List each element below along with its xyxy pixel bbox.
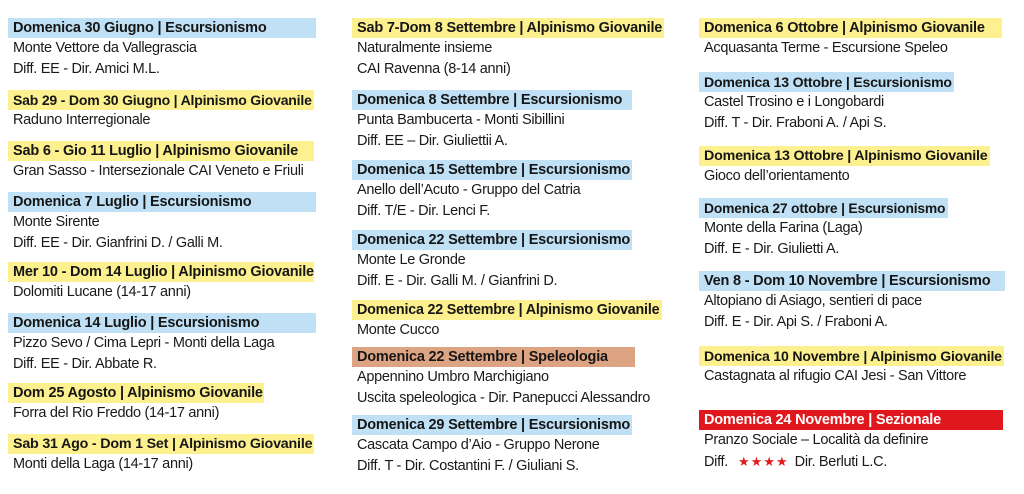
event-header: Domenica 6 Ottobre | Alpinismo Giovanile (699, 18, 1002, 38)
event-header: Ven 8 - Dom 10 Novembre | Escursionismo (699, 271, 1005, 291)
event-difficulty: Diff. T/E - Dir. Lenci F. (357, 203, 490, 219)
event-description: Castagnata al rifugio CAI Jesi - San Vittore (704, 368, 967, 384)
event-header: Domenica 14 Luglio | Escursionismo (8, 313, 316, 333)
event-description: Cascata Campo d’Aio - Gruppo Nerone (357, 437, 600, 453)
event-description: Raduno Interregionale (13, 112, 151, 128)
director-label: Dir. Berluti L.C. (794, 454, 888, 470)
event-description: Appennino Umbro Marchigiano (357, 369, 549, 385)
event-header: Domenica 30 Giugno | Escursionismo (8, 18, 316, 38)
event-difficulty: Diff. EE - Dir. Abbate R. (13, 356, 157, 372)
event-description: Pranzo Sociale – Località da definire (704, 432, 929, 448)
event-alpinismo-giovanile (699, 18, 1019, 59)
event-header: Sab 29 - Dom 30 Giugno | Alpinismo Giovanile (8, 90, 314, 110)
event-header: Domenica 15 Settembre | Escursionismo (352, 160, 632, 180)
event-alpinismo-giovanile (699, 346, 1019, 387)
difficulty-label: Diff. (704, 454, 729, 470)
event-escursionismo (8, 18, 334, 80)
event-difficulty: Diff. E - Dir. Giulietti A. (704, 241, 840, 257)
event-difficulty: Diff. E - Dir. Api S. / Fraboni A. (704, 314, 888, 330)
event-header: Sab 6 - Gio 11 Luglio | Alpinismo Giovanile (8, 141, 314, 161)
event-alpinismo-giovanile (8, 90, 334, 131)
event-escursionismo (8, 313, 334, 375)
event-header: Domenica 7 Luglio | Escursionismo (8, 192, 316, 212)
event-alpinismo-giovanile (8, 262, 334, 303)
event-difficulty: Diff. EE – Dir. Giuliettii A. (357, 133, 508, 149)
event-description: Monti della Laga (14-17 anni) (13, 456, 193, 472)
event-description: Altopiano di Asiago, sentieri di pace (704, 293, 922, 309)
event-sezionale (699, 410, 1019, 473)
event-difficulty: Diff. T - Dir. Fraboni A. / Api S. (704, 115, 887, 131)
event-header: Domenica 22 Settembre | Alpinismo Giovanile (352, 300, 662, 320)
event-description: Gran Sasso - Intersezionale CAI Veneto e Friuli (13, 163, 304, 179)
event-speleologia (352, 347, 682, 409)
event-description: Monte Sirente (13, 214, 100, 230)
event-escursionismo (699, 198, 1019, 260)
event-difficulty: Diff. EE - Dir. Gianfrini D. / Galli M. (13, 235, 223, 251)
event-difficulty (699, 451, 1019, 473)
event-escursionismo (699, 72, 1019, 134)
event-alpinismo-giovanile (699, 146, 1019, 187)
event-header: Domenica 13 Ottobre | Alpinismo Giovanile (699, 146, 990, 166)
event-header: Domenica 29 Settembre | Escursionismo (352, 415, 632, 435)
event-description: Castel Trosino e i Longobardi (704, 94, 884, 110)
event-escursionismo (352, 90, 682, 152)
event-header: Domenica 22 Settembre | Speleologia (352, 347, 635, 367)
event-header: Domenica 10 Novembre | Alpinismo Giovanile (699, 346, 1004, 366)
event-escursionismo (699, 271, 1019, 333)
event-difficulty: Diff. E - Dir. Galli M. / Gianfrini D. (357, 273, 558, 289)
event-description: Dolomiti Lucane (14-17 anni) (13, 284, 191, 300)
event-escursionismo (352, 230, 682, 292)
event-escursionismo (352, 160, 682, 222)
event-header: Sab 31 Ago - Dom 1 Set | Alpinismo Giovanile (8, 434, 314, 454)
event-escursionismo (352, 415, 682, 477)
event-header: Mer 10 - Dom 14 Luglio | Alpinismo Giovanile (8, 262, 314, 282)
event-description: Monte Le Gronde (357, 252, 466, 268)
event-description: Pizzo Sevo / Cima Lepri - Monti della Laga (13, 335, 275, 351)
event-header: Domenica 8 Settembre | Escursionismo (352, 90, 632, 110)
difficulty-stars-icon: ★★★★ (738, 454, 789, 469)
event-description: Naturalmente insieme (357, 40, 493, 56)
event-header: Domenica 27 ottobre | Escursionismo (699, 198, 948, 218)
event-alpinismo-giovanile (352, 18, 682, 80)
event-difficulty: Diff. EE - Dir. Amici M.L. (13, 61, 160, 77)
event-alpinismo-giovanile (8, 434, 334, 475)
event-difficulty: Diff. T - Dir. Costantini F. / Giuliani S. (357, 458, 579, 474)
event-difficulty: Uscita speleologica - Dir. Panepucci Alessandro (357, 390, 650, 406)
event-alpinismo-giovanile (8, 383, 334, 424)
event-header: Domenica 24 Novembre | Sezionale (699, 410, 1003, 430)
event-header: Dom 25 Agosto | Alpinismo Giovanile (8, 383, 264, 403)
event-description: Punta Bambucerta - Monti Sibillini (357, 112, 565, 128)
event-description: Anello dell’Acuto - Gruppo del Catria (357, 182, 581, 198)
event-difficulty: CAI Ravenna (8-14 anni) (357, 61, 511, 77)
event-header: Domenica 13 Ottobre | Escursionismo (699, 72, 954, 92)
event-description: Forra del Rio Freddo (14-17 anni) (13, 405, 220, 421)
event-alpinismo-giovanile (352, 300, 682, 341)
event-description: Monte Vettore da Vallegrascia (13, 40, 197, 56)
event-alpinismo-giovanile (8, 141, 334, 182)
event-description: Monte Cucco (357, 322, 440, 338)
event-escursionismo (8, 192, 334, 254)
event-description: Gioco dell’orientamento (704, 168, 850, 184)
event-description: Acquasanta Terme - Escursione Speleo (704, 40, 948, 56)
event-header: Sab 7-Dom 8 Settembre | Alpinismo Giovanile (352, 18, 664, 38)
event-description: Monte della Farina (Laga) (704, 220, 863, 236)
event-header: Domenica 22 Settembre | Escursionismo (352, 230, 632, 250)
